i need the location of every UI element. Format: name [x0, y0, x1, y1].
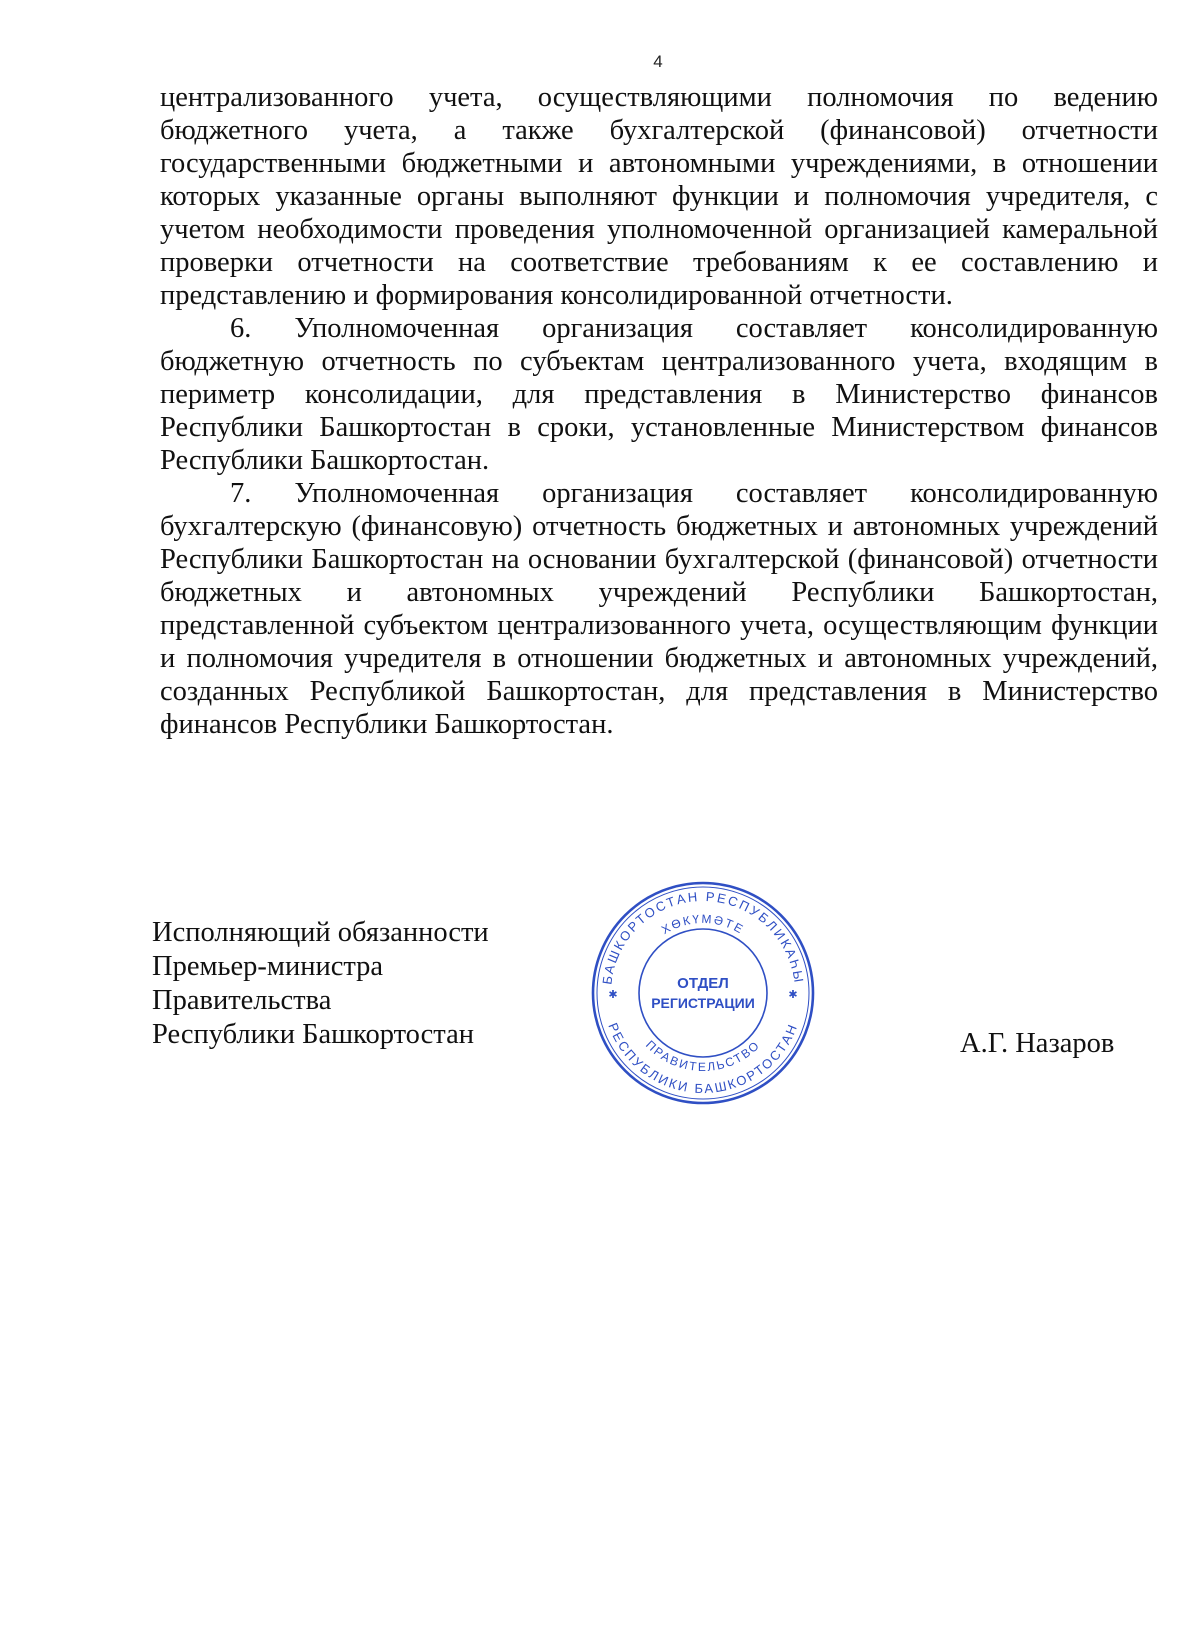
- stamp-star-right: ✱: [788, 989, 798, 1001]
- stamp-center-line-2: РЕГИСТРАЦИИ: [651, 995, 755, 1011]
- paragraph-item-6: 6. Уполномоченная организация составляет консолидированную бюджетную отчетность по субъектам централизованного учета, входящим в периметр консолидации, для представления в Министерство финансов Республики Башкортостан в сроки, установленные Министерством финансов Республики Башкортостан.: [160, 313, 1158, 476]
- registration-stamp: [590, 880, 816, 1106]
- document-body: [160, 81, 1158, 741]
- signature-position-line: Правительства: [152, 985, 332, 1016]
- signatory-name: А.Г. Назаров: [960, 1028, 1115, 1059]
- paragraph-item-7: 7. Уполномоченная организация составляет консолидированную бухгалтерскую (финансовую) отчетность бюджетных и автономных учреждений Республики Башкортостан на основании бухгалтерской (финансовой) отчетности бюджетных и автономных учреждений Республики Башкортостан, представленной субъектом централизованного учета, осуществляющим функции и полномочия учредителя в отношении бюджетных и автономных учреждений, созданных Республикой Башкортостан, для представления в Министерство финансов Республики Башкортостан.: [160, 478, 1158, 740]
- stamp-outer-bottom-text: РЕСПУБЛИКИ БАШКОРТОСТАН: [605, 1020, 801, 1097]
- stamp-inner-ring: [639, 929, 767, 1057]
- stamp-inner-bottom-text: ПРАВИТЕЛЬСТВО: [643, 1037, 763, 1075]
- signature-position-line: Исполняющий обязанности: [152, 917, 489, 948]
- signature-position-line: Премьер-министра: [152, 951, 384, 982]
- paragraph-continuation: централизованного учета, осуществляющими полномочия по ведению бюджетного учета, а также бухгалтерской (финансовой) отчетности государственными бюджетными и автономными учреждениями, в отношении которых указанные органы выполняют функции и полномочия учредителя, с учетом необходимости проведения уполномоченной организацией камеральной проверки отчетности на соответствие требованиям к ее составлению и представлению и формирования консолидированной отчетности.: [160, 82, 1158, 311]
- stamp-center-line-1: ОТДЕЛ: [677, 975, 729, 992]
- stamp-star-left: ✱: [608, 989, 618, 1001]
- stamp-outer-top-text: БАШКОРТОСТАН РЕСПУБЛИКАҺЫ: [599, 888, 807, 986]
- stamp-inner-top-text: ХӨКҮМӘТЕ: [659, 911, 747, 937]
- page-number: 4: [653, 52, 663, 71]
- signature-position-line: Республики Башкортостан: [152, 1019, 474, 1050]
- signature-position: [152, 916, 489, 1052]
